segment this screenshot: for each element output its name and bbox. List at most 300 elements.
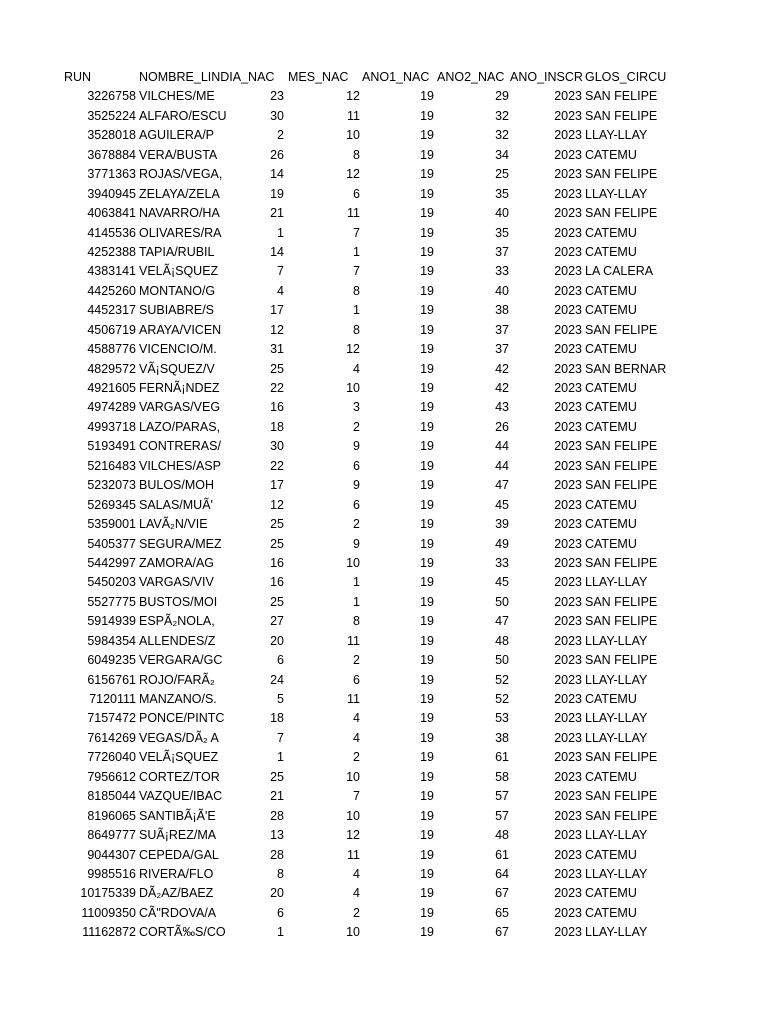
cell-mes-nac: 6	[353, 497, 360, 512]
cell-run: 3678884	[87, 147, 136, 162]
cell-mes-nac: 11	[347, 633, 360, 648]
cell-run: 7157472	[87, 711, 136, 726]
cell-ano1-nac: 19	[420, 419, 434, 434]
cell-run: 5216483	[87, 458, 136, 473]
cell-dia-nac: 26	[270, 147, 284, 162]
cell-dia-nac: 16	[270, 555, 284, 570]
cell-ano-inscr: 2023	[554, 692, 582, 706]
cell-mes-nac: 12	[346, 89, 360, 104]
cell-ano-inscr: 2023	[554, 186, 582, 201]
cell-glos-circu: CATEMU	[585, 517, 637, 532]
cell-glos-circu: CATEMU	[585, 342, 637, 357]
cell-glos-circu: SAN FELIPE	[585, 167, 658, 182]
cell-ano2-nac: 40	[495, 283, 509, 298]
cell-nombre: SEGURA/MEZ	[139, 536, 222, 551]
table-row	[0, 243, 768, 262]
cell-glos-circu: SAN FELIPE	[585, 750, 658, 765]
cell-ano-inscr: 2023	[554, 167, 582, 182]
cell-ano1-nac: 19	[420, 925, 434, 940]
table-row	[0, 573, 768, 592]
cell-dia-nac: 14	[270, 244, 284, 259]
table-row	[0, 146, 768, 165]
table-row	[0, 340, 768, 359]
cell-glos-circu: CATEMU	[585, 400, 637, 415]
cell-ano2-nac: 42	[495, 361, 509, 376]
cell-nombre: CEPEDA/GAL	[139, 847, 219, 862]
cell-run: 4383141	[87, 264, 136, 279]
cell-ano2-nac: 37	[495, 322, 509, 337]
cell-nombre: RIVERA/FLO	[139, 866, 214, 881]
cell-ano2-nac: 61	[495, 750, 509, 765]
cell-ano1-nac: 19	[420, 575, 434, 590]
cell-ano2-nac: 40	[495, 206, 509, 221]
cell-nombre: FERNÃ¡NDEZ	[139, 381, 220, 395]
table-row	[0, 418, 768, 437]
cell-mes-nac: 2	[353, 905, 360, 920]
cell-glos-circu: LLAY-LLAY	[585, 828, 648, 843]
cell-ano2-nac: 35	[495, 225, 509, 240]
cell-run: 9044307	[87, 847, 136, 862]
cell-ano2-nac: 45	[495, 575, 509, 590]
cell-glos-circu: SAN BERNAR	[585, 361, 667, 376]
cell-ano2-nac: 29	[495, 89, 509, 104]
cell-dia-nac: 17	[270, 478, 284, 493]
table-row	[0, 729, 768, 748]
cell-nombre: LAZO/PARAS,	[139, 419, 221, 434]
cell-ano2-nac: 48	[495, 828, 509, 843]
cell-glos-circu: SAN FELIPE	[585, 89, 658, 104]
cell-mes-nac: 12	[346, 167, 360, 182]
cell-mes-nac: 10	[346, 381, 360, 395]
cell-run: 8185044	[87, 789, 136, 804]
cell-dia-nac: 22	[270, 458, 284, 473]
table-row	[0, 321, 768, 340]
cell-ano1-nac: 19	[420, 381, 434, 395]
table-row	[0, 515, 768, 534]
table-row	[0, 126, 768, 145]
cell-run: 5405377	[87, 536, 136, 551]
cell-ano1-nac: 19	[420, 400, 434, 415]
header-mes: MES_NAC	[288, 70, 349, 84]
cell-nombre: VEGAS/DÃ₂ A	[139, 730, 219, 745]
table-row	[0, 690, 768, 709]
cell-dia-nac: 14	[270, 167, 284, 182]
cell-dia-nac: 16	[270, 400, 284, 415]
cell-ano1-nac: 19	[420, 905, 434, 920]
cell-ano1-nac: 19	[420, 89, 434, 104]
cell-ano1-nac: 19	[420, 594, 434, 609]
cell-nombre: CORTÃ‰S/CO	[139, 925, 226, 940]
cell-mes-nac: 8	[353, 614, 360, 629]
cell-glos-circu: SAN FELIPE	[585, 458, 658, 473]
cell-ano-inscr: 2023	[554, 264, 582, 279]
table-row	[0, 593, 768, 612]
cell-run: 3525224	[87, 108, 136, 123]
cell-ano1-nac: 19	[420, 730, 434, 745]
cell-ano-inscr: 2023	[554, 244, 582, 259]
cell-nombre: MONTANO/G	[139, 283, 216, 298]
cell-ano-inscr: 2023	[554, 342, 582, 357]
cell-dia-nac: 25	[270, 769, 284, 784]
cell-run: 3771363	[87, 167, 136, 182]
cell-ano2-nac: 48	[495, 633, 509, 648]
cell-run: 4252388	[87, 244, 136, 259]
cell-run: 7614269	[87, 730, 136, 745]
cell-mes-nac: 10	[346, 128, 360, 143]
cell-run: 9985516	[87, 866, 136, 881]
cell-glos-circu: LLAY-LLAY	[585, 633, 648, 648]
cell-mes-nac: 12	[346, 342, 360, 357]
cell-nombre: MANZANO/S.	[139, 692, 217, 706]
cell-nombre: VAZQUE/IBAC	[139, 789, 223, 804]
cell-dia-nac: 6	[277, 653, 284, 668]
cell-ano-inscr: 2023	[554, 322, 582, 337]
cell-mes-nac: 11	[347, 108, 360, 123]
table-row	[0, 535, 768, 554]
cell-ano2-nac: 38	[495, 730, 509, 745]
table-row	[0, 651, 768, 670]
cell-glos-circu: CATEMU	[585, 905, 637, 920]
cell-dia-nac: 23	[270, 89, 284, 104]
table-row	[0, 457, 768, 476]
cell-run: 4921605	[87, 381, 136, 395]
cell-ano1-nac: 19	[420, 614, 434, 629]
cell-ano1-nac: 19	[420, 167, 434, 182]
table-row	[0, 709, 768, 728]
cell-mes-nac: 2	[353, 653, 360, 668]
cell-run: 5450203	[87, 575, 136, 590]
cell-run: 5527775	[87, 594, 136, 609]
cell-ano1-nac: 19	[420, 711, 434, 726]
cell-dia-nac: 4	[277, 283, 284, 298]
cell-ano2-nac: 39	[495, 517, 509, 532]
cell-glos-circu: SAN FELIPE	[585, 108, 658, 123]
cell-run: 4829572	[87, 361, 136, 376]
cell-dia-nac: 28	[270, 847, 284, 862]
cell-mes-nac: 4	[353, 886, 360, 901]
cell-nombre: BUSTOS/MOI	[139, 594, 218, 609]
cell-ano2-nac: 50	[495, 653, 509, 668]
cell-ano-inscr: 2023	[554, 458, 582, 473]
cell-ano1-nac: 19	[420, 244, 434, 259]
cell-dia-nac: 27	[270, 614, 284, 629]
cell-ano-inscr: 2023	[554, 672, 582, 687]
cell-run: 5269345	[87, 497, 136, 512]
cell-ano1-nac: 19	[420, 828, 434, 843]
cell-ano-inscr: 2023	[554, 478, 582, 493]
cell-dia-nac: 31	[270, 342, 284, 357]
cell-ano2-nac: 25	[495, 167, 509, 182]
cell-nombre: VILCHES/ASP	[139, 458, 221, 473]
cell-glos-circu: CATEMU	[585, 886, 637, 901]
cell-ano2-nac: 33	[495, 264, 509, 279]
table-row	[0, 807, 768, 826]
table-body	[0, 87, 768, 942]
table-row	[0, 787, 768, 806]
cell-glos-circu: SAN FELIPE	[585, 322, 658, 337]
cell-run: 7120111	[89, 692, 136, 706]
cell-ano-inscr: 2023	[554, 828, 582, 843]
header-run: RUN	[64, 70, 92, 84]
table-row	[0, 476, 768, 495]
cell-ano1-nac: 19	[420, 225, 434, 240]
cell-dia-nac: 22	[270, 381, 284, 395]
table-row	[0, 496, 768, 515]
cell-ano2-nac: 43	[495, 400, 509, 415]
cell-ano-inscr: 2023	[554, 128, 582, 143]
cell-run: 4425260	[87, 283, 136, 298]
cell-ano-inscr: 2023	[554, 575, 582, 590]
cell-mes-nac: 11	[347, 692, 360, 706]
cell-nombre: VELÃ¡SQUEZ	[139, 750, 219, 765]
cell-dia-nac: 7	[277, 730, 284, 745]
cell-run: 3226758	[87, 89, 136, 104]
cell-mes-nac: 1	[353, 575, 360, 590]
cell-dia-nac: 25	[270, 536, 284, 551]
cell-nombre: NAVARRO/HA	[139, 206, 220, 221]
cell-glos-circu: LA CALERA	[585, 264, 654, 279]
table-row	[0, 224, 768, 243]
cell-run: 8649777	[87, 828, 136, 843]
cell-ano1-nac: 19	[420, 769, 434, 784]
cell-run: 4588776	[87, 342, 136, 357]
table-row	[0, 204, 768, 223]
cell-run: 4063841	[87, 206, 136, 221]
cell-ano-inscr: 2023	[554, 147, 582, 162]
cell-ano-inscr: 2023	[554, 847, 582, 862]
cell-ano2-nac: 44	[495, 458, 509, 473]
cell-dia-nac: 12	[270, 322, 284, 337]
cell-nombre: ESPÃ₂NOLA,	[139, 614, 215, 629]
cell-dia-nac: 2	[277, 128, 284, 143]
cell-glos-circu: SAN FELIPE	[585, 614, 658, 629]
table-row	[0, 826, 768, 845]
cell-dia-nac: 21	[270, 789, 284, 804]
header-glos-circu: GLOS_CIRCU	[585, 70, 667, 84]
table-row	[0, 865, 768, 884]
cell-ano2-nac: 67	[495, 925, 509, 940]
cell-ano2-nac: 37	[495, 244, 509, 259]
table-row	[0, 846, 768, 865]
table-row	[0, 768, 768, 787]
cell-ano1-nac: 19	[420, 264, 434, 279]
cell-ano2-nac: 47	[495, 614, 509, 629]
cell-run: 5442997	[87, 555, 136, 570]
cell-ano-inscr: 2023	[554, 419, 582, 434]
cell-nombre: VICENCIO/M.	[139, 342, 217, 357]
cell-run: 4452317	[87, 303, 136, 318]
cell-mes-nac: 10	[346, 808, 360, 823]
cell-mes-nac: 8	[353, 322, 360, 337]
cell-run: 5359001	[87, 517, 136, 532]
cell-nombre: SANTIBÃ¡Ã'E	[139, 808, 216, 823]
cell-run: 5984354	[87, 633, 136, 648]
cell-ano2-nac: 42	[495, 381, 509, 395]
cell-ano2-nac: 44	[495, 439, 509, 454]
cell-run: 4145536	[87, 225, 136, 240]
cell-glos-circu: CATEMU	[585, 147, 637, 162]
cell-dia-nac: 6	[277, 905, 284, 920]
table-row	[0, 282, 768, 301]
cell-dia-nac: 8	[277, 866, 284, 881]
cell-glos-circu: CATEMU	[585, 225, 637, 240]
cell-mes-nac: 9	[353, 478, 360, 493]
cell-dia-nac: 28	[270, 808, 284, 823]
cell-glos-circu: LLAY-LLAY	[585, 866, 648, 881]
cell-ano2-nac: 32	[495, 108, 509, 123]
cell-ano2-nac: 33	[495, 555, 509, 570]
cell-run: 3940945	[87, 186, 136, 201]
table-row	[0, 360, 768, 379]
cell-glos-circu: SAN FELIPE	[585, 594, 658, 609]
cell-ano1-nac: 19	[420, 128, 434, 143]
cell-run: 11162872	[82, 925, 136, 940]
header-ano2: ANO2_NAC	[437, 70, 505, 84]
cell-glos-circu: SAN FELIPE	[585, 555, 658, 570]
cell-ano1-nac: 19	[420, 108, 434, 123]
table-row	[0, 437, 768, 456]
cell-run: 11009350	[81, 905, 136, 920]
spreadsheet	[0, 68, 768, 943]
cell-glos-circu: SAN FELIPE	[585, 478, 658, 493]
cell-mes-nac: 1	[353, 244, 360, 259]
cell-ano-inscr: 2023	[554, 711, 582, 726]
cell-ano-inscr: 2023	[554, 555, 582, 570]
cell-ano2-nac: 58	[495, 769, 509, 784]
cell-ano2-nac: 26	[495, 419, 509, 434]
table-row	[0, 612, 768, 631]
cell-glos-circu: CATEMU	[585, 283, 637, 298]
cell-ano-inscr: 2023	[554, 769, 582, 784]
cell-mes-nac: 8	[353, 283, 360, 298]
table-row	[0, 398, 768, 417]
cell-nombre: ZELAYA/ZELA	[139, 186, 220, 201]
cell-nombre: DÃ₂AZ/BAEZ	[139, 886, 214, 901]
cell-ano-inscr: 2023	[554, 283, 582, 298]
cell-dia-nac: 1	[277, 925, 284, 940]
cell-ano2-nac: 32	[495, 128, 509, 143]
cell-dia-nac: 21	[270, 206, 284, 221]
cell-run: 5914939	[87, 614, 136, 629]
cell-ano1-nac: 19	[420, 789, 434, 804]
cell-nombre: CONTRERAS/	[139, 439, 221, 454]
cell-ano2-nac: 64	[495, 866, 509, 881]
cell-ano1-nac: 19	[420, 206, 434, 221]
cell-glos-circu: CATEMU	[585, 419, 637, 434]
cell-mes-nac: 2	[353, 419, 360, 434]
cell-ano-inscr: 2023	[554, 206, 582, 221]
cell-mes-nac: 8	[353, 147, 360, 162]
cell-nombre: ARAYA/VICEN	[139, 322, 222, 337]
table-row	[0, 262, 768, 281]
cell-ano-inscr: 2023	[554, 614, 582, 629]
cell-dia-nac: 1	[277, 225, 284, 240]
cell-glos-circu: CATEMU	[585, 847, 637, 862]
cell-ano-inscr: 2023	[554, 89, 582, 104]
table-row	[0, 165, 768, 184]
cell-run: 7956612	[87, 769, 136, 784]
cell-ano1-nac: 19	[420, 692, 434, 706]
cell-ano-inscr: 2023	[554, 108, 582, 123]
cell-ano2-nac: 34	[495, 147, 509, 162]
cell-mes-nac: 10	[346, 769, 360, 784]
cell-nombre: ROJAS/VEGA,	[139, 167, 223, 182]
cell-dia-nac: 30	[270, 108, 284, 123]
table-row	[0, 904, 768, 923]
cell-ano1-nac: 19	[420, 536, 434, 551]
cell-nombre: VILCHES/ME	[139, 89, 215, 104]
cell-dia-nac: 18	[270, 419, 284, 434]
cell-mes-nac: 7	[353, 225, 360, 240]
cell-glos-circu: SAN FELIPE	[585, 653, 658, 668]
cell-mes-nac: 11	[347, 206, 360, 221]
cell-ano-inscr: 2023	[554, 381, 582, 395]
cell-ano1-nac: 19	[420, 750, 434, 765]
cell-glos-circu: CATEMU	[585, 769, 637, 784]
table-row	[0, 379, 768, 398]
cell-mes-nac: 1	[353, 303, 360, 318]
cell-dia-nac: 17	[270, 303, 284, 318]
cell-glos-circu: LLAY-LLAY	[585, 575, 648, 590]
cell-glos-circu: CATEMU	[585, 536, 637, 551]
cell-glos-circu: SAN FELIPE	[585, 789, 658, 804]
cell-dia-nac: 25	[270, 361, 284, 376]
cell-ano2-nac: 45	[495, 497, 509, 512]
cell-ano1-nac: 19	[420, 866, 434, 881]
cell-dia-nac: 5	[277, 692, 284, 706]
cell-nombre: VARGAS/VEG	[139, 400, 221, 415]
cell-dia-nac: 25	[270, 517, 284, 532]
cell-ano-inscr: 2023	[554, 808, 582, 823]
cell-ano1-nac: 19	[420, 886, 434, 901]
cell-dia-nac: 7	[277, 264, 284, 279]
cell-ano-inscr: 2023	[554, 517, 582, 532]
cell-ano2-nac: 65	[495, 905, 509, 920]
cell-nombre: SUBIABRE/S	[139, 303, 215, 318]
cell-mes-nac: 9	[353, 536, 360, 551]
cell-ano2-nac: 38	[495, 303, 509, 318]
cell-ano1-nac: 19	[420, 808, 434, 823]
cell-dia-nac: 12	[270, 497, 284, 512]
cell-run: 5193491	[87, 439, 136, 454]
cell-dia-nac: 16	[270, 575, 284, 590]
cell-ano-inscr: 2023	[554, 361, 582, 376]
table-row	[0, 301, 768, 320]
cell-ano-inscr: 2023	[554, 303, 582, 318]
cell-ano1-nac: 19	[420, 342, 434, 357]
cell-dia-nac: 20	[270, 633, 284, 648]
cell-ano1-nac: 19	[420, 361, 434, 376]
cell-nombre: ALFARO/ESCU	[139, 108, 227, 123]
cell-run: 5232073	[87, 478, 136, 493]
cell-mes-nac: 3	[353, 400, 360, 415]
cell-dia-nac: 25	[270, 594, 284, 609]
cell-nombre: VARGAS/VIV	[139, 575, 214, 590]
cell-ano-inscr: 2023	[554, 225, 582, 240]
cell-ano2-nac: 52	[495, 672, 509, 687]
cell-mes-nac: 6	[353, 186, 360, 201]
cell-ano-inscr: 2023	[554, 789, 582, 804]
cell-nombre: VERGARA/GC	[139, 653, 223, 668]
cell-ano-inscr: 2023	[554, 925, 582, 940]
cell-nombre: TAPIA/RUBIL	[139, 244, 215, 259]
cell-run: 4993718	[87, 419, 136, 434]
cell-mes-nac: 9	[353, 439, 360, 454]
cell-glos-circu: SAN FELIPE	[585, 808, 658, 823]
cell-mes-nac: 10	[346, 555, 360, 570]
cell-ano2-nac: 53	[495, 711, 509, 726]
table-row	[0, 748, 768, 767]
